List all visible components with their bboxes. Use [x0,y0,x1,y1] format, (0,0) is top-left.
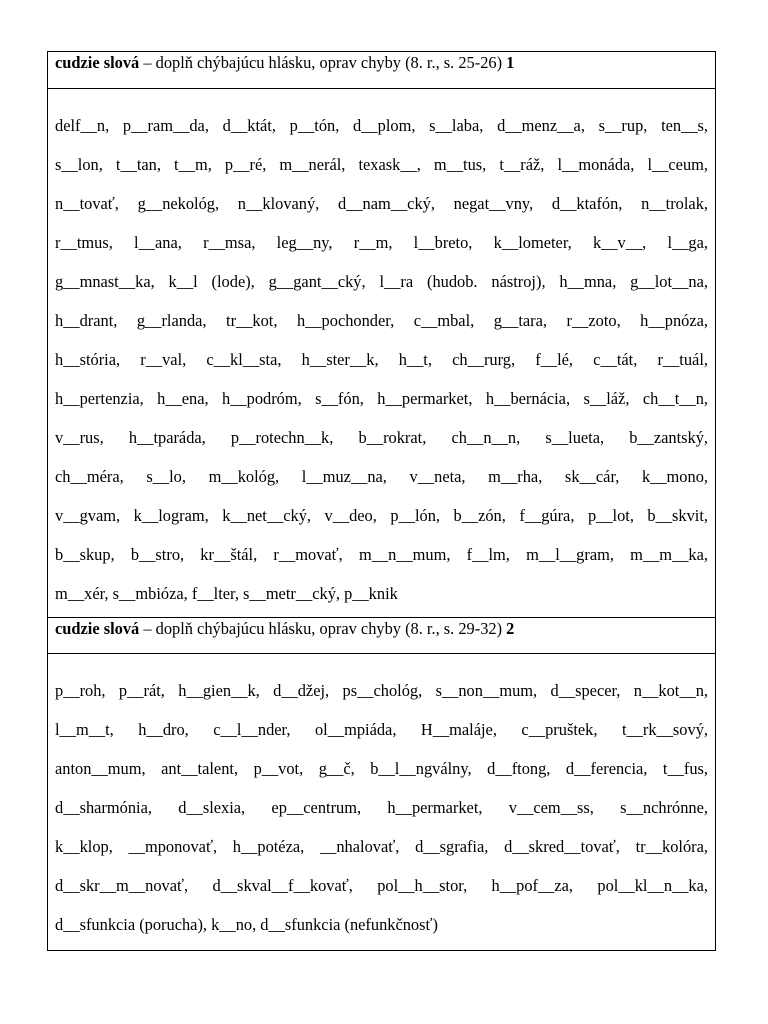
exercise-line: s__lon, t__tan, t__m, p__ré, m__nerál, texask__, m__tus, t__ráž, l__monáda, l__ceum, [55,155,708,174]
exercise-line: v__rus, h__tparáda, p__rotechn__k, b__rokrat, ch__n__n, s__lueta, b__zantský, [55,428,708,447]
exercise-line: h__stória, r__val, c__kl__sta, h__ster__k, h__t, ch__rurg, f__lé, c__tát, r__tuál, [55,350,708,369]
section-2-exercise [48,654,715,950]
section-1-exercise [48,89,715,617]
section-2-header [48,617,715,654]
exercise-line: delf__n, p__ram__da, d__ktát, p__tón, d__plom, s__laba, d__menz__a, s__rup, ten__s, [55,116,708,135]
exercise-line: ch__méra, s__lo, m__kológ, l__muz__na, v__neta, m__rha, sk__cár, k__mono, [55,467,708,486]
exercise-line: h__pertenzia, h__ena, h__podróm, s__fón, h__permarket, h__bernácia, s__láž, ch__t__n, [55,389,708,408]
exercise-line: anton__mum, ant__talent, p__vot, g__č, b__l__ngválny, d__ftong, d__ferencia, t__fus, [55,759,708,778]
section-2-title-text: – doplň chýbajúcu hlásku, oprav chyby (8. r., s. 29-32) [139,619,507,638]
exercise-line: r__tmus, l__ana, r__msa, leg__ny, r__m, l__breto, k__lometer, k__v__, l__ga, [55,233,708,252]
exercise-line: v__gvam, k__logram, k__net__cký, v__deo, p__lón, b__zón, f__gúra, p__lot, b__skvit, [55,506,708,525]
exercise-line: m__xér, s__mbióza, f__lter, s__metr__cký, p__knik [55,584,398,603]
exercise-line: h__drant, g__rlanda, tr__kot, h__pochonder, c__mbal, g__tara, r__zoto, h__pnóza, [55,311,708,330]
exercise-line: d__sharmónia, d__slexia, ep__centrum, h__permarket, v__cem__ss, s__nchrónne, [55,798,708,817]
exercise-line: l__m__t, h__dro, c__l__nder, ol__mpiáda, H__maláje, c__pruštek, t__rk__sový, [55,720,708,739]
exercise-line: k__klop, __mponovať, h__potéza, __nhalovať, d__sgrafia, d__skred__tovať, tr__kolóra, [55,837,708,856]
exercise-line: p__roh, p__rát, h__gien__k, d__džej, ps__chológ, s__non__mum, d__specer, n__kot__n, [55,681,708,700]
exercise-line: d__skr__m__novať, d__skval__f__kovať, pol__h__stor, h__pof__za, pol__kl__n__ka, [55,876,708,895]
exercise-line: n__tovať, g__nekológ, n__klovaný, d__nam__cký, negat__vny, d__ktafón, n__trolak, [55,194,708,213]
worksheet-table [47,51,716,951]
section-1-title-text: – doplň chýbajúcu hlásku, oprav chyby (8. r., s. 25-26) [139,53,507,72]
section-1-title-bold: cudzie slová [55,53,140,72]
exercise-line: g__mnast__ka, k__l (lode), g__gant__cký, l__ra (hudob. nástroj), h__mna, g__lot__na, [55,272,708,291]
section-2-number: 2 [506,619,515,638]
exercise-line: d__sfunkcia (porucha), k__no, d__sfunkcia (nefunkčnosť) [55,915,438,934]
section-2-title-bold: cudzie slová [55,619,140,638]
exercise-line: b__skup, b__stro, kr__štál, r__movať, m__n__mum, f__lm, m__l__gram, m__m__ka, [55,545,708,564]
section-1-header [48,52,715,89]
section-1-number: 1 [506,53,515,72]
